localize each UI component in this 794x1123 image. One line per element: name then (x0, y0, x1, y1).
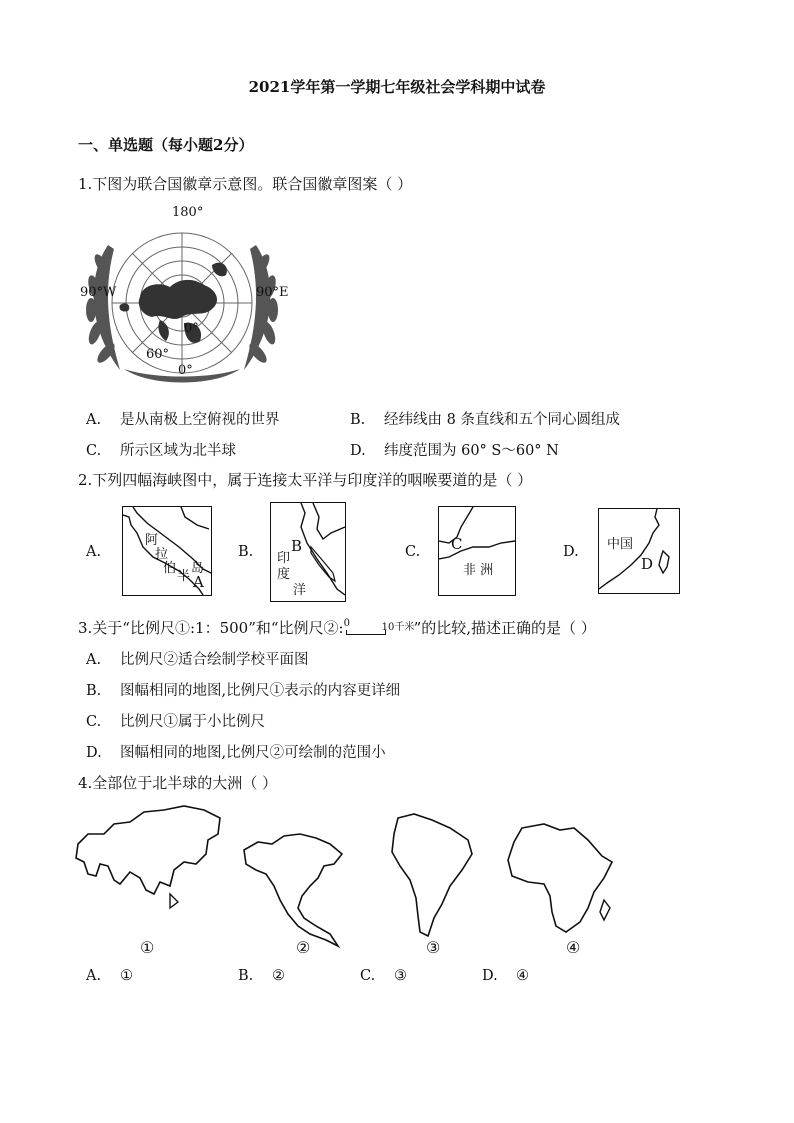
q2-option-b-key[interactable]: B. (238, 544, 254, 560)
q1-option-d[interactable]: D. 纬度范围为 60° S～60° N (350, 443, 559, 459)
figure-label-3: ③ (426, 938, 441, 957)
question-1-text: 1.下图为联合国徽章示意图。联合国徽章图案（ ） (78, 175, 413, 193)
scale-zero-label: 0 (343, 618, 350, 629)
q2-option-c-key[interactable]: C. (405, 544, 421, 560)
q3-option-c[interactable]: C. 比例尺①属于小比例尺 (86, 714, 265, 730)
scale-end-label: 10千米 (381, 622, 415, 633)
page-title: 2021学年第一学期七年级社会学科期中试卷 (248, 78, 546, 96)
strait-map-d[interactable]: 中国 D (598, 508, 680, 594)
q4-option-d[interactable]: D. ④ (482, 968, 529, 984)
scale-line (346, 630, 386, 635)
q3-option-d[interactable]: D. 图幅相同的地图,比例尺②可绘制的范围小 (86, 745, 386, 761)
continent-north-america (238, 830, 348, 950)
emblem-label-center: 0° (184, 321, 199, 336)
q2-option-a-key[interactable]: A. (86, 544, 102, 560)
continent-africa (504, 822, 616, 936)
emblem-label-90w: 90°W (80, 285, 117, 300)
figure-label-2: ② (296, 938, 311, 957)
strait-map-a[interactable]: 阿 拉 伯 半 岛 A (122, 506, 212, 596)
q2-option-d-key[interactable]: D. (563, 544, 579, 560)
continent-south-america (388, 812, 474, 942)
figure-label-1: ① (140, 938, 155, 957)
un-emblem-figure (80, 205, 289, 390)
question-2-text: 2.下列四幅海峡图中，属于连接太平洋与印度洋的咽喉要道的是（ ） (78, 471, 533, 489)
q4-option-c[interactable]: C. ③ (360, 968, 407, 984)
q3-option-b[interactable]: B. 图幅相同的地图,比例尺①表示的内容更详细 (86, 683, 401, 699)
section-heading: 一、单选题（每小题2分） (78, 136, 254, 154)
continent-eurasia (74, 804, 224, 914)
q4-option-a[interactable]: A. ① (86, 968, 133, 984)
question-4-text: 4.全部位于北半球的大洲（ ） (78, 774, 278, 792)
question-3-text: 3.关于“比例尺①:1：500”和“比例尺②: 0 10千米 ”的比较,描述正确的是（ ） (78, 618, 596, 637)
strait-map-c[interactable]: C 非 洲 (438, 506, 516, 596)
emblem-label-0-bottom: 0° (178, 363, 193, 378)
q1-option-c[interactable]: C. 所示区域为北半球 (86, 443, 236, 459)
q1-option-a[interactable]: A. 是从南极上空俯视的世界 (86, 412, 280, 428)
figure-label-4: ④ (566, 938, 581, 957)
strait-map-b[interactable]: B 印 度 洋 (270, 502, 346, 602)
q3-option-a[interactable]: A. 比例尺②适合绘制学校平面图 (86, 652, 309, 668)
emblem-label-90e: 90°E (256, 285, 289, 300)
q1-option-b[interactable]: B. 经纬线由 8 条直线和五个同心圆组成 (350, 412, 620, 428)
emblem-label-180: 180° (172, 205, 204, 220)
q4-option-b[interactable]: B. ② (238, 968, 285, 984)
scale-bar (343, 618, 415, 638)
emblem-label-60: 60° (146, 347, 170, 362)
